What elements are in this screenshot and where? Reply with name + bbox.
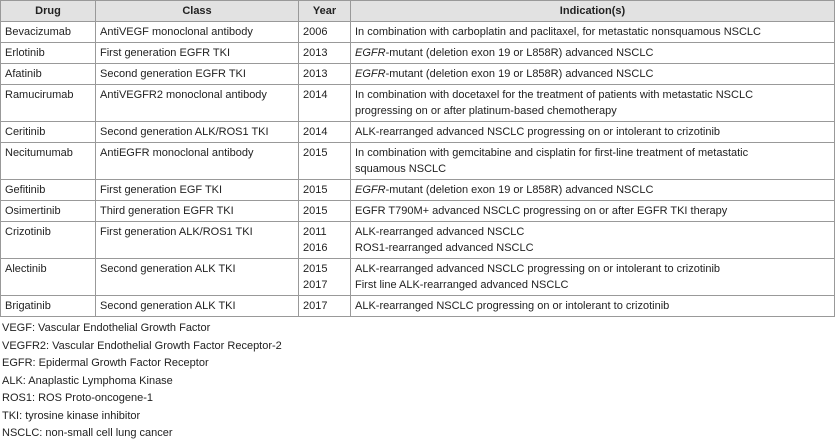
indication-line	[355, 145, 830, 161]
indication-text: ALK-rearranged advanced NSCLC	[355, 226, 525, 238]
approval-year: 2014	[303, 89, 328, 101]
approval-year: 2013	[303, 68, 328, 80]
approval-year: 2017	[303, 300, 328, 312]
indication-line	[355, 66, 830, 82]
indication-cell	[351, 22, 835, 43]
drug-class-cell: First generation EGFR TKI	[96, 43, 299, 64]
abbreviation-entry: ALK: Anaplastic Lymphoma Kinase	[2, 374, 173, 387]
drug-class-cell: Second generation ALK TKI	[96, 259, 299, 296]
approval-year-cell	[299, 143, 351, 180]
indication-text: EGFR T790M+ advanced NSCLC progressing on or after EGFR TKI therapy	[355, 205, 728, 217]
approval-year-cell	[299, 85, 351, 122]
approval-year: 2013	[303, 47, 328, 59]
indication-line	[355, 161, 830, 177]
drug-name-cell: Crizotinib	[1, 222, 96, 259]
approval-year-cell	[299, 296, 351, 317]
table-row	[1, 85, 835, 122]
table-row	[1, 296, 835, 317]
drug-class-cell: Third generation EGFR TKI	[96, 201, 299, 222]
abbreviations-legend	[0, 320, 835, 443]
indication-cell	[351, 143, 835, 180]
indication-cell	[351, 259, 835, 296]
indication-cell	[351, 64, 835, 85]
drug-name-cell: Afatinib	[1, 64, 96, 85]
gene-name: EGFR	[355, 68, 386, 80]
indication-text: ALK-rearranged NSCLC progressing on or intolerant to crizotinib	[355, 300, 670, 312]
drug-name-cell: Gefitinib	[1, 180, 96, 201]
drug-name-cell: Osimertinib	[1, 201, 96, 222]
approval-year: 2015	[303, 263, 328, 275]
drug-name-cell: Ramucirumab	[1, 85, 96, 122]
gene-name: EGFR	[355, 184, 386, 196]
table-row	[1, 43, 835, 64]
indication-text: ALK-rearranged advanced NSCLC progressing on or intolerant to crizotinib	[355, 126, 721, 138]
indication-line	[355, 103, 830, 119]
approval-year: 2015	[303, 205, 328, 217]
indication-line	[355, 87, 830, 103]
approval-year-cell	[299, 201, 351, 222]
drug-name-cell: Ceritinib	[1, 122, 96, 143]
indication-line	[355, 224, 830, 240]
indication-line	[355, 24, 830, 40]
indication-text: progressing on or after platinum-based chemotherapy	[355, 105, 617, 117]
table-row	[1, 64, 835, 85]
indication-cell	[351, 180, 835, 201]
indication-line	[355, 298, 830, 314]
approval-year-cell	[299, 122, 351, 143]
indication-cell	[351, 222, 835, 259]
table-row	[1, 259, 835, 296]
abbreviation-entry: EGFR: Epidermal Growth Factor Receptor	[2, 357, 209, 369]
drug-class-cell: AntiEGFR monoclonal antibody	[96, 143, 299, 180]
approval-year-cell	[299, 180, 351, 201]
table-row	[1, 222, 835, 259]
drug-class-cell: First generation ALK/ROS1 TKI	[96, 222, 299, 259]
abbreviation-entry: NSCLC: non-small cell lung cancer	[2, 427, 173, 439]
header-class: Class	[96, 1, 299, 22]
indication-text: In combination with gemcitabine and cisplatin for first-line treatment of metastatic	[355, 147, 749, 159]
drug-class-cell: Second generation EGFR TKI	[96, 64, 299, 85]
indication-cell	[351, 43, 835, 64]
drug-class-cell: AntiVEGF monoclonal antibody	[96, 22, 299, 43]
indication-cell	[351, 201, 835, 222]
indication-cell	[351, 85, 835, 122]
approval-year: 2011	[303, 226, 327, 238]
table-body	[1, 22, 835, 317]
gene-name: EGFR	[355, 47, 386, 59]
approval-year: 2015	[303, 184, 328, 196]
indication-text: In combination with carboplatin and paclitaxel, for metastatic nonsquamous NSCLC	[355, 26, 761, 38]
abbreviation-entry: VEGF: Vascular Endothelial Growth Factor	[2, 322, 211, 334]
drug-name-cell: Brigatinib	[1, 296, 96, 317]
indication-line	[355, 261, 830, 277]
header-drug: Drug	[1, 1, 96, 22]
indication-text: First line ALK-rearranged advanced NSCLC	[355, 279, 569, 291]
table-row	[1, 201, 835, 222]
indication-text: ROS1-rearranged advanced NSCLC	[355, 242, 534, 254]
indication-text: ALK-rearranged advanced NSCLC progressing on or intolerant to crizotinib	[355, 263, 721, 275]
approval-year: 2017	[303, 279, 328, 291]
drug-name-cell: Bevacizumab	[1, 22, 96, 43]
indication-line	[355, 240, 830, 256]
table-row	[1, 180, 835, 201]
abbreviation-entry: ROS1: ROS Proto-oncogene-1	[2, 392, 154, 404]
indication-text: In combination with docetaxel for the treatment of patients with metastatic NSCLC	[355, 89, 754, 101]
drug-name-cell: Alectinib	[1, 259, 96, 296]
table-row	[1, 122, 835, 143]
table-header-row	[1, 1, 835, 22]
drug-class-cell: First generation EGF TKI	[96, 180, 299, 201]
indication-line	[355, 203, 830, 219]
table-row	[1, 22, 835, 43]
drug-name-cell: Erlotinib	[1, 43, 96, 64]
approval-year: 2014	[303, 126, 328, 138]
approval-year-cell	[299, 22, 351, 43]
approval-year-cell	[299, 43, 351, 64]
indication-line	[355, 45, 830, 61]
drug-class-cell: AntiVEGFR2 monoclonal antibody	[96, 85, 299, 122]
approval-year-cell	[299, 222, 351, 259]
drug-class-cell: Second generation ALK/ROS1 TKI	[96, 122, 299, 143]
approval-year: 2006	[303, 26, 328, 38]
indication-text: squamous NSCLC	[355, 163, 447, 175]
drug-name-cell: Necitumumab	[1, 143, 96, 180]
abbreviation-entry: TKI: tyrosine kinase inhibitor	[2, 409, 141, 422]
approval-year-cell	[299, 259, 351, 296]
approval-year: 2015	[303, 147, 328, 159]
abbreviation-entry: VEGFR2: Vascular Endothelial Growth Factor Receptor-2	[2, 339, 282, 352]
indication-text: -mutant (deletion exon 19 or L858R) advanced NSCLC	[385, 47, 654, 59]
indication-text: -mutant (deletion exon 19 or L858R) advanced NSCLC	[385, 184, 654, 196]
indication-line	[355, 182, 830, 198]
table-row	[1, 143, 835, 180]
indication-line	[355, 124, 830, 140]
header-indications: Indication(s)	[351, 1, 835, 22]
indication-cell	[351, 122, 835, 143]
indication-line	[355, 277, 830, 293]
indication-text: -mutant (deletion exon 19 or L858R) advanced NSCLC	[385, 68, 654, 80]
approval-year: 2016	[303, 242, 328, 254]
indication-cell	[351, 296, 835, 317]
header-year: Year	[299, 1, 351, 22]
approval-year-cell	[299, 64, 351, 85]
drug-class-cell: Second generation ALK TKI	[96, 296, 299, 317]
